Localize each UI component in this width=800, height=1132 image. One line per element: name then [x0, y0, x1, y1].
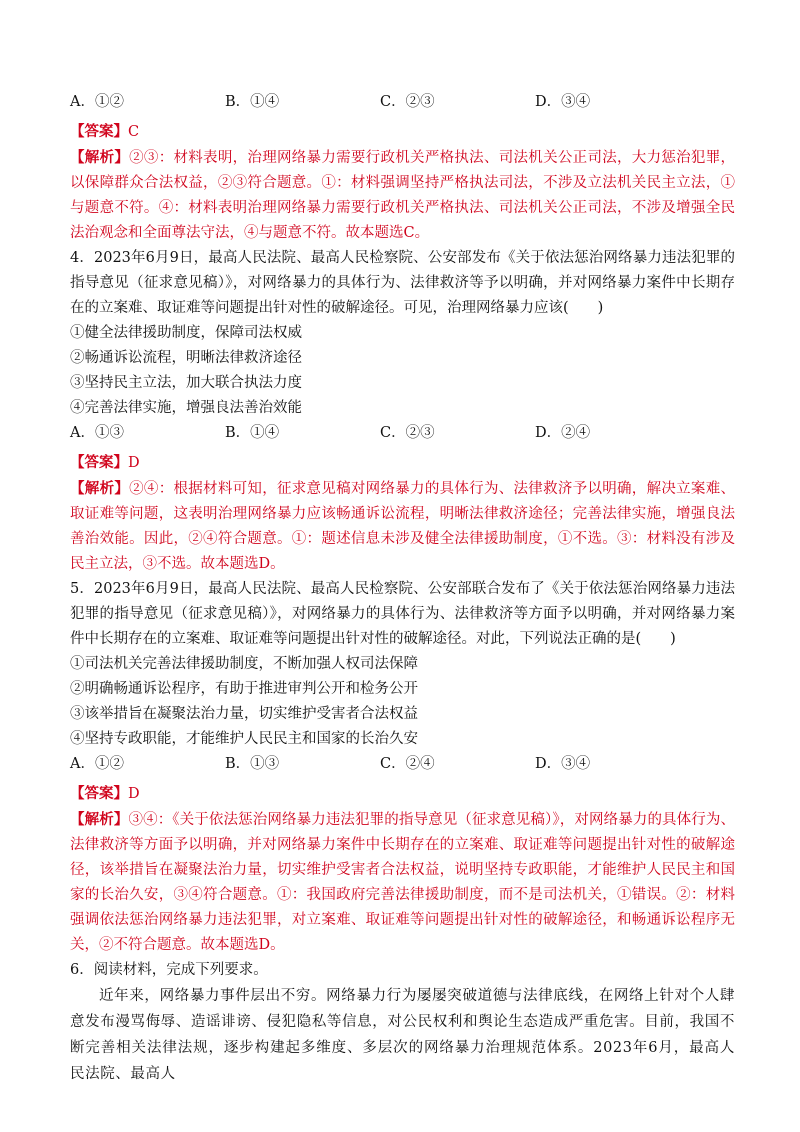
q5-answer-tag: 【答案】 [70, 785, 128, 802]
q3-explain-text: ②③：材料表明，治理网络暴力需要行政机关严格执法、司法机关公正司法，大力惩治犯罪，以保障群众合法权益，②③符合题意。①：材料强调坚持严格执法司法，不涉及立法机关民主立法，①与题意不符。④：材料表明治理网络暴力需要行政机关严格执法、司法机关公正司法，不涉及增强全民法治观念和全面尊法守法，④与题意不符。故本题选C。 [70, 150, 736, 241]
q5-item: ②明确畅通诉讼程序，有助于推进审判公开和检务公开 [70, 681, 418, 697]
q5-explain-tag: 【解析】 [70, 811, 129, 828]
q3-answer-tag: 【答案】 [70, 123, 128, 140]
q5-option-c: C．②④ [380, 756, 435, 772]
q4-option-a: A．①③ [70, 425, 124, 441]
q4-answer-tag: 【答案】 [70, 454, 128, 471]
q5-explanation [70, 807, 735, 958]
q6-stem: 6．阅读材料，完成下列要求。 [70, 962, 268, 978]
q5-item: ④坚持专政职能，才能维护人民民主和国家的长治久安 [70, 731, 418, 747]
q3-explanation [70, 145, 735, 246]
q5-answer-value: D [128, 786, 140, 802]
q4-item: ②畅通诉讼流程，明晰法律救济途径 [70, 350, 302, 366]
q3-answer-value: C [128, 124, 140, 140]
q3-option-c: C．②③ [380, 94, 435, 110]
q4-option-b: B．①④ [225, 425, 280, 441]
q3-option-d: D．③④ [535, 94, 591, 110]
q4-option-d: D．②④ [535, 425, 591, 441]
q5-answer [70, 781, 735, 807]
q4-item: ④完善法律实施，增强良法善治效能 [70, 400, 302, 416]
q5-explain-text: ③④：《关于依法惩治网络暴力违法犯罪的指导意见（征求意见稿）》，对网络暴力的具体行为、法律救济等方面予以明确，并对网络暴力案件中长期存在的立案难、取证难等问题提出针对性的破解途径，该举措旨在凝聚法治力量，切实维护受害者合法权益，说明坚持专政职能，才能维护人民民主和国家的长治久安，③④符合题意。①：我国政府完善法律援助制度，而不是司法机关，①错误。②：材料强调依法惩治网络暴力违法犯罪，对立案难、取证难等问题提出针对性的破解途径，和畅通诉讼程序无关，②不符合题意。故本题选D。 [70, 812, 736, 953]
q3-option-b: B．①④ [225, 94, 280, 110]
q3-answer [70, 119, 735, 145]
q5-option-d: D．③④ [535, 756, 591, 772]
q4-explain-tag: 【解析】 [70, 480, 130, 497]
document-content [70, 90, 735, 1087]
q5-item: ③该举措旨在凝聚法治力量，切实维护受害者合法权益 [70, 706, 418, 722]
q4-stem: 4．2023年6月9日，最高人民法院、最高人民检察院、公安部发布《关于依法惩治网络暴力违法犯罪的指导意见（征求意见稿）》，对网络暴力的具体行为、法律救济等予以明确，并对网络暴力案件中长期存在的立案难、取证难等问题提出针对性的破解途径。可见，治理网络暴力应该( ) [70, 250, 735, 316]
q3-option-a: A．①② [70, 94, 124, 110]
q4-options [70, 421, 735, 446]
q5-item: ①司法机关完善法律援助制度，不断加强人权司法保障 [70, 656, 418, 672]
q5-option-a: A．①② [70, 756, 124, 772]
q3-options [70, 90, 735, 115]
q5-stem: 5．2023年6月9日，最高人民法院、最高人民检察院、公安部联合发布了《关于依法惩治网络暴力违法犯罪的指导意见（征求意见稿）》，对网络暴力的具体行为、法律救济等方面予以明确，并对网络暴力案件中长期存在的立案难、取证难等问题提出针对性的破解途径。对此，下列说法正确的是( ) [70, 581, 735, 647]
q4-item: ③坚持民主立法，加大联合执法力度 [70, 375, 302, 391]
q4-explain-text: ②④：根据材料可知，征求意见稿对网络暴力的具体行为、法律救济予以明确，解决立案难、取证难等问题，这表明治理网络暴力应该畅通诉讼流程，明晰法律救济途径；完善法律实施，增强良法善治效能。因此，②④符合题意。①：题述信息未涉及健全法律援助制度，①不选。③：材料没有涉及民主立法，③不选。故本题选D。 [70, 481, 736, 572]
q4-answer [70, 450, 735, 476]
q4-item: ①健全法律援助制度，保障司法权威 [70, 325, 302, 341]
q4-option-c: C．②③ [380, 425, 435, 441]
q3-explain-tag: 【解析】 [70, 149, 130, 166]
q5-option-b: B．①③ [225, 756, 280, 772]
q4-explanation [70, 476, 735, 577]
q5-options [70, 752, 735, 777]
q6-passage: 近年来，网络暴力事件层出不穷。网络暴力行为屡屡突破道德与法律底线，在网络上针对个人肆意发布漫骂侮辱、造谣诽谤、侵犯隐私等信息，对公民权利和舆论生态造成严重危害。目前，我国不断完善相关法律法规，逐步构建起多维度、多层次的网络暴力治理规范体系。2023年6月，最高人民法院、最高人 [70, 988, 735, 1082]
q4-answer-value: D [128, 455, 140, 471]
